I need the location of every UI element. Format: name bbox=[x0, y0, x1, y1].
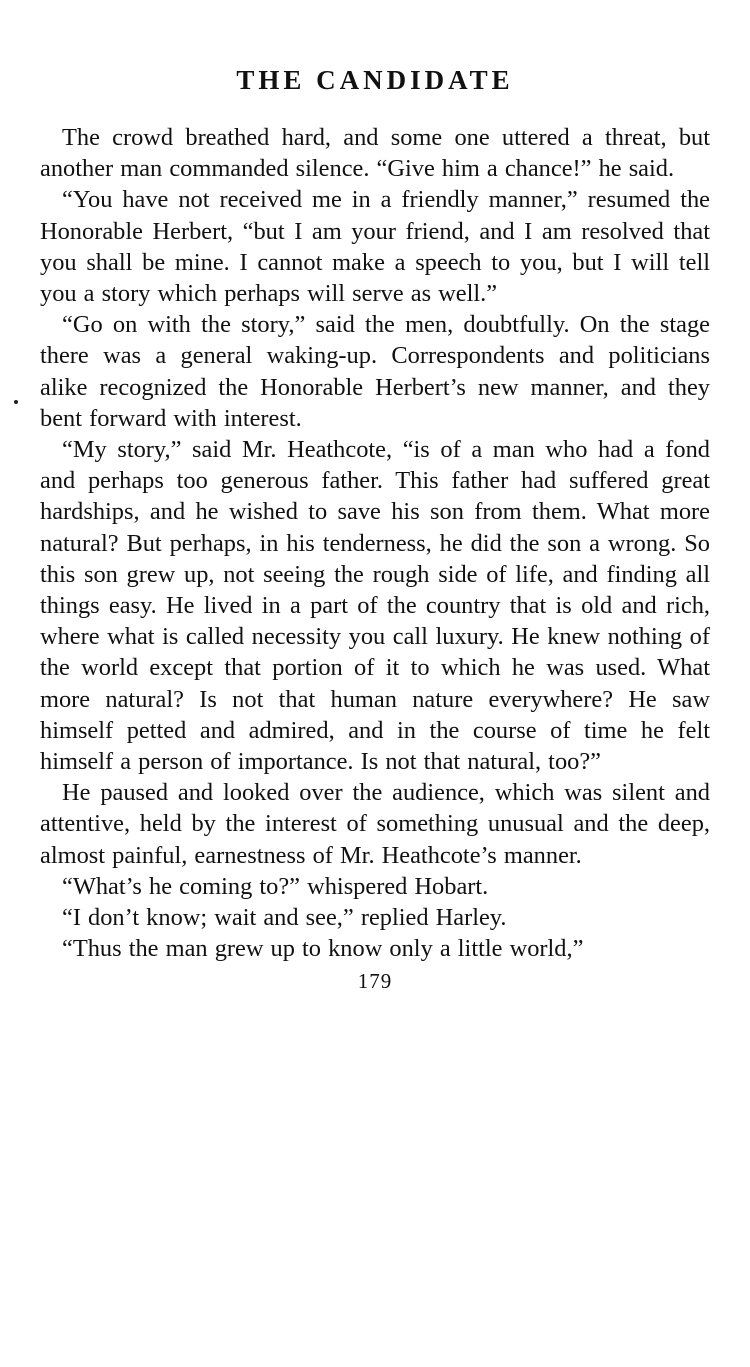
paragraph-4: “My story,” said Mr. Heathcote, “is of a man who had a fond and perhaps too generous father. This father had suffered great hardships, and he wished to save his son from them. What more natural? But perhaps, in his tenderness, he did the son a wrong. So this son grew up, not seeing the rough side of life, and finding all things easy. He lived in a part of the country that is old and rich, where what is called necessity you call luxury. He knew nothing of the world except that portion of it to which he was used. What more natural? Is not that human nature everywhere? He saw himself petted and admired, and in the course of time he felt himself a person of importance. Is not that natural, too?” bbox=[40, 436, 710, 776]
paragraph-6: “What’s he coming to?” whispered Hobart. bbox=[62, 872, 489, 900]
book-page bbox=[40, 60, 710, 996]
paragraph-3: “Go on with the story,” said the men, doubtfully. On the stage there was a general waking-up. Correspondents and politicians alike recognized the Honorable Herbert’s new manner, and they bent forward with interest. bbox=[40, 311, 710, 432]
paragraph-8: “Thus the man grew up to know only a little world,” bbox=[62, 935, 584, 963]
paragraph-2: “You have not received me in a friendly manner,” resumed the Honorable Herbert, “but I am your friend, and I am resolved that you shall be mine. I cannot make a speech to you, but I will tell you a story which perhaps will serve as well.” bbox=[40, 186, 710, 308]
paragraph-1: The crowd breathed hard, and some one uttered a threat, but another man commanded silence. “Give him a chance!” he said. bbox=[40, 124, 710, 183]
page-number: 179 bbox=[357, 969, 393, 994]
paragraph-5: He paused and looked over the audience, which was silent and attentive, held by the interest of something unusual and the deep, almost painful, earnestness of Mr. Heathcote’s manner. bbox=[40, 779, 710, 869]
paragraph-7: “I don’t know; wait and see,” replied Harley. bbox=[62, 904, 507, 932]
running-head-title: THE CANDIDATE bbox=[236, 65, 514, 95]
margin-dot-mark bbox=[14, 400, 18, 404]
